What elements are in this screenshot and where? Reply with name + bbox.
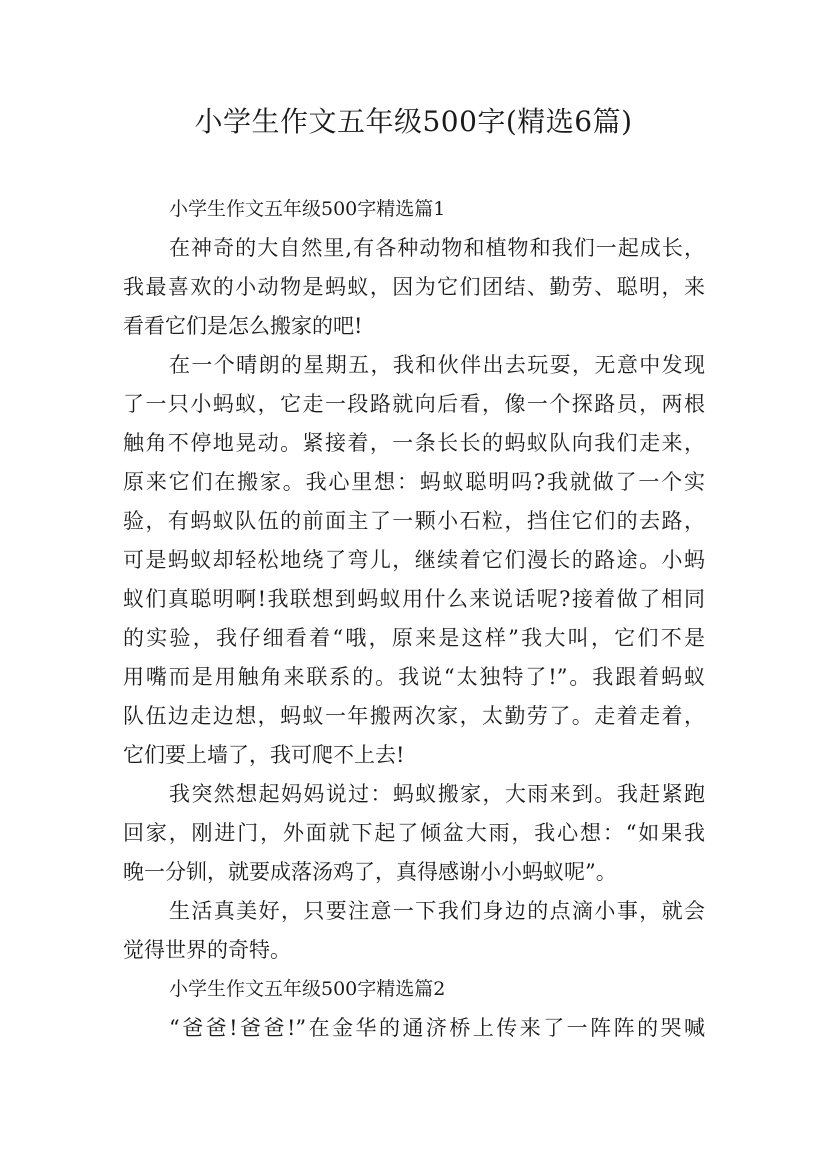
paragraph bbox=[123, 892, 705, 970]
paragraph-line: 蚁们真聪明啊!我联想到蚂蚁用什么来说话呢?接着做了相同 bbox=[123, 587, 705, 611]
paragraph-line: 了一只小蚂蚁，它走一段路就向后看，像一个探路员，两根 bbox=[123, 392, 705, 416]
document-body bbox=[123, 190, 705, 1048]
paragraph-line: 触角不停地晃动。紧接着，一条长长的蚂蚁队向我们走来， bbox=[123, 431, 705, 455]
paragraph-line: 它们要上墙了，我可爬不上去! bbox=[123, 743, 405, 767]
paragraph-line: 觉得世界的奇特。 bbox=[123, 938, 291, 962]
paragraph-line: 队伍边走边想，蚂蚁一年搬两次家，太勤劳了。走着走着， bbox=[123, 704, 705, 728]
paragraph-line: 在一个晴朗的星期五，我和伙伴出去玩耍，无意中发现 bbox=[169, 353, 705, 377]
paragraph-line: 可是蚂蚁却轻松地绕了弯儿，继续着它们漫长的路途。小蚂 bbox=[123, 548, 705, 572]
paragraph-line: 验，有蚂蚁队伍的前面主了一颗小石粒，挡住它们的去路， bbox=[123, 509, 705, 533]
paragraph bbox=[123, 346, 705, 775]
paragraph bbox=[123, 1009, 705, 1048]
section-heading: 小学生作文五年级500字精选篇2 bbox=[169, 978, 446, 1000]
section-heading: 小学生作文五年级500字精选篇1 bbox=[169, 198, 446, 220]
paragraph-line: 回家，刚进门，外面就下起了倾盆大雨，我心想：“如果我 bbox=[123, 821, 705, 845]
paragraph-line: 生活真美好，只要注意一下我们身边的点滴小事，就会 bbox=[169, 899, 705, 923]
paragraph bbox=[123, 229, 705, 346]
paragraph-line: 晚一分钏，就要成落汤鸡了，真得感谢小小蚂蚁呢”。 bbox=[123, 860, 617, 884]
paragraph-line: 我突然想起妈妈说过：蚂蚁搬家，大雨来到。我赶紧跑 bbox=[169, 782, 705, 806]
paragraph-line: 我最喜欢的小动物是蚂蚁，因为它们团结、勤劳、聪明，来 bbox=[123, 275, 705, 299]
paragraph-line: 原来它们在搬家。我心里想：蚂蚁聪明吗?我就做了一个实 bbox=[123, 470, 705, 494]
paragraph-line: “爸爸!爸爸!”在金华的通济桥上传来了一阵阵的哭喊 bbox=[169, 1016, 705, 1040]
paragraph-line: 看看它们是怎么搬家的吧! bbox=[123, 314, 363, 338]
paragraph-line: 在神奇的大自然里,有各种动物和植物和我们一起成长， bbox=[169, 236, 705, 260]
paragraph bbox=[123, 775, 705, 892]
paragraph-line: 的实验，我仔细看着“哦，原来是这样”我大叫，它们不是 bbox=[123, 626, 705, 650]
paragraph-line: 用嘴而是用触角来联系的。我说“太独特了!”。我跟着蚂蚁 bbox=[123, 665, 705, 689]
document-title: 小学生作文五年级500字(精选6篇) bbox=[194, 105, 633, 138]
